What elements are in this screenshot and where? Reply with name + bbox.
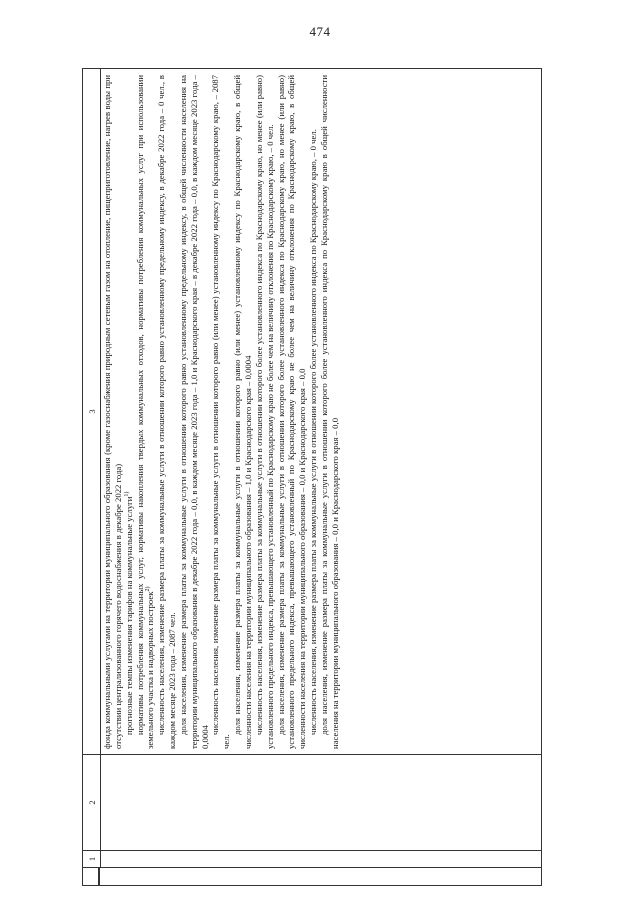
cell-paragraph [308, 75, 319, 749]
cell-paragraph [124, 75, 135, 749]
column-number-2: 2 [83, 754, 100, 850]
paragraph-text: нормативы потребления коммунальных услуг, нормативы накопления твердых коммунальных отходов, нормативы потребления коммунальных услуг при использовании земельного участка и надворных построек [134, 75, 156, 749]
cell-paragraph [210, 75, 232, 749]
cell-paragraph [102, 75, 124, 749]
cell-col-2 [101, 754, 541, 850]
header-cell-spacer [82, 868, 99, 886]
paragraph-text: доля населения, изменение размера платы за коммунальные услуги в отношении которого более установленного индекса по Краснодарскому краю в общей численности населения на территории муниципального образования – 0,0 и Краснодарского края – 0,0 [318, 75, 340, 749]
cell-paragraph [319, 75, 341, 749]
cell-col-1 [101, 850, 541, 867]
paragraph-text: доля населения, изменение размера платы за коммунальные услуги в отношении которого более установленного индекса по Краснодарскому краю, но менее (или равно) установленного предельного индекса, превышающего установленный по Краснодарскому краю не более чем на величину отклонения по Краснодарскому краю, в общей численности населения на территории муниципального образования – 0,0 и Краснодарского края – 0,0 [275, 75, 308, 749]
rotated-table-wrapper [82, 68, 542, 886]
footnote-marker: 1) [123, 491, 130, 497]
cell-paragraph [276, 75, 309, 749]
cell-paragraph [232, 75, 254, 749]
cell-paragraph [135, 75, 157, 749]
header-row [82, 868, 542, 886]
page-number: 474 [309, 24, 331, 39]
header-cell-spacer-main [99, 868, 542, 886]
footnote-marker: 2) [145, 586, 152, 592]
table-body [82, 68, 542, 868]
paragraph-text: численность населения, изменение размера платы за коммунальные услуги в отношении которого более установленного индекса по Краснодарскому краю, – 0 чел. [308, 129, 319, 735]
paragraph-text: прогнозные темпы изменения тарифов на коммунальные услуги [123, 496, 134, 735]
cell-paragraph [156, 75, 178, 749]
paragraph-text: численность населения, изменение размера платы за коммунальные услуги в отношении которого равно установленному предельному индексу, в декабре 2022 года – 0 чел., в каждом месяце 2023 года – 2087 чел. [156, 75, 178, 749]
column-number-3: 3 [86, 409, 97, 414]
data-table [82, 68, 542, 886]
paragraph-text: численность населения, изменение размера платы за коммунальные услуги в отношении которого более установленного индекса по Краснодарскому краю, но менее (или равно) установленного предельного индекса, превышающего установленный по Краснодарскому краю не более чем на величину отклонения по Краснодарскому краю, – 0 чел. [253, 75, 275, 749]
cell-paragraph [254, 75, 276, 749]
column-number-1: 1 [83, 850, 100, 867]
paragraph-text: фонда коммунальными услугами на территории муниципального образования (кроме газоснабжения природным сетевым газом на отопление, пищеприготовление, нагрев воды при отсутствии централизованного горячего водоснабжения в декабре 2022 года) [102, 75, 123, 749]
column-number-row [83, 69, 101, 867]
cell-paragraph [178, 75, 211, 749]
cell-col-3 [101, 69, 541, 754]
paragraph-text: доля населения, изменение размера платы за коммунальные услуги в отношении которого равно установленному предельному индексу, в общей численности населения на территории муниципального образования в декабре 2022 года – 0,0, в каждом месяце 2023 года – 1,0 и Краснодарского края – в декабре 2022 года – 0,0, в каждом месяце 2023 года – 0,0004 [177, 75, 210, 749]
paragraph-text: численность населения, изменение размера платы за коммунальные услуги в отношении которого равно (или менее) установленному индексу по Краснодарскому краю, – 2087 чел. [210, 75, 232, 749]
table-row [101, 69, 541, 867]
paragraph-text: доля населения, изменение размера платы за коммунальные услуги в отношении которого равно (или менее) установленному индексу по Краснодарскому краю, в общей численности населения на территории муниципального образования – 1,0 и Краснодарского края – 0,0004 [232, 75, 253, 749]
